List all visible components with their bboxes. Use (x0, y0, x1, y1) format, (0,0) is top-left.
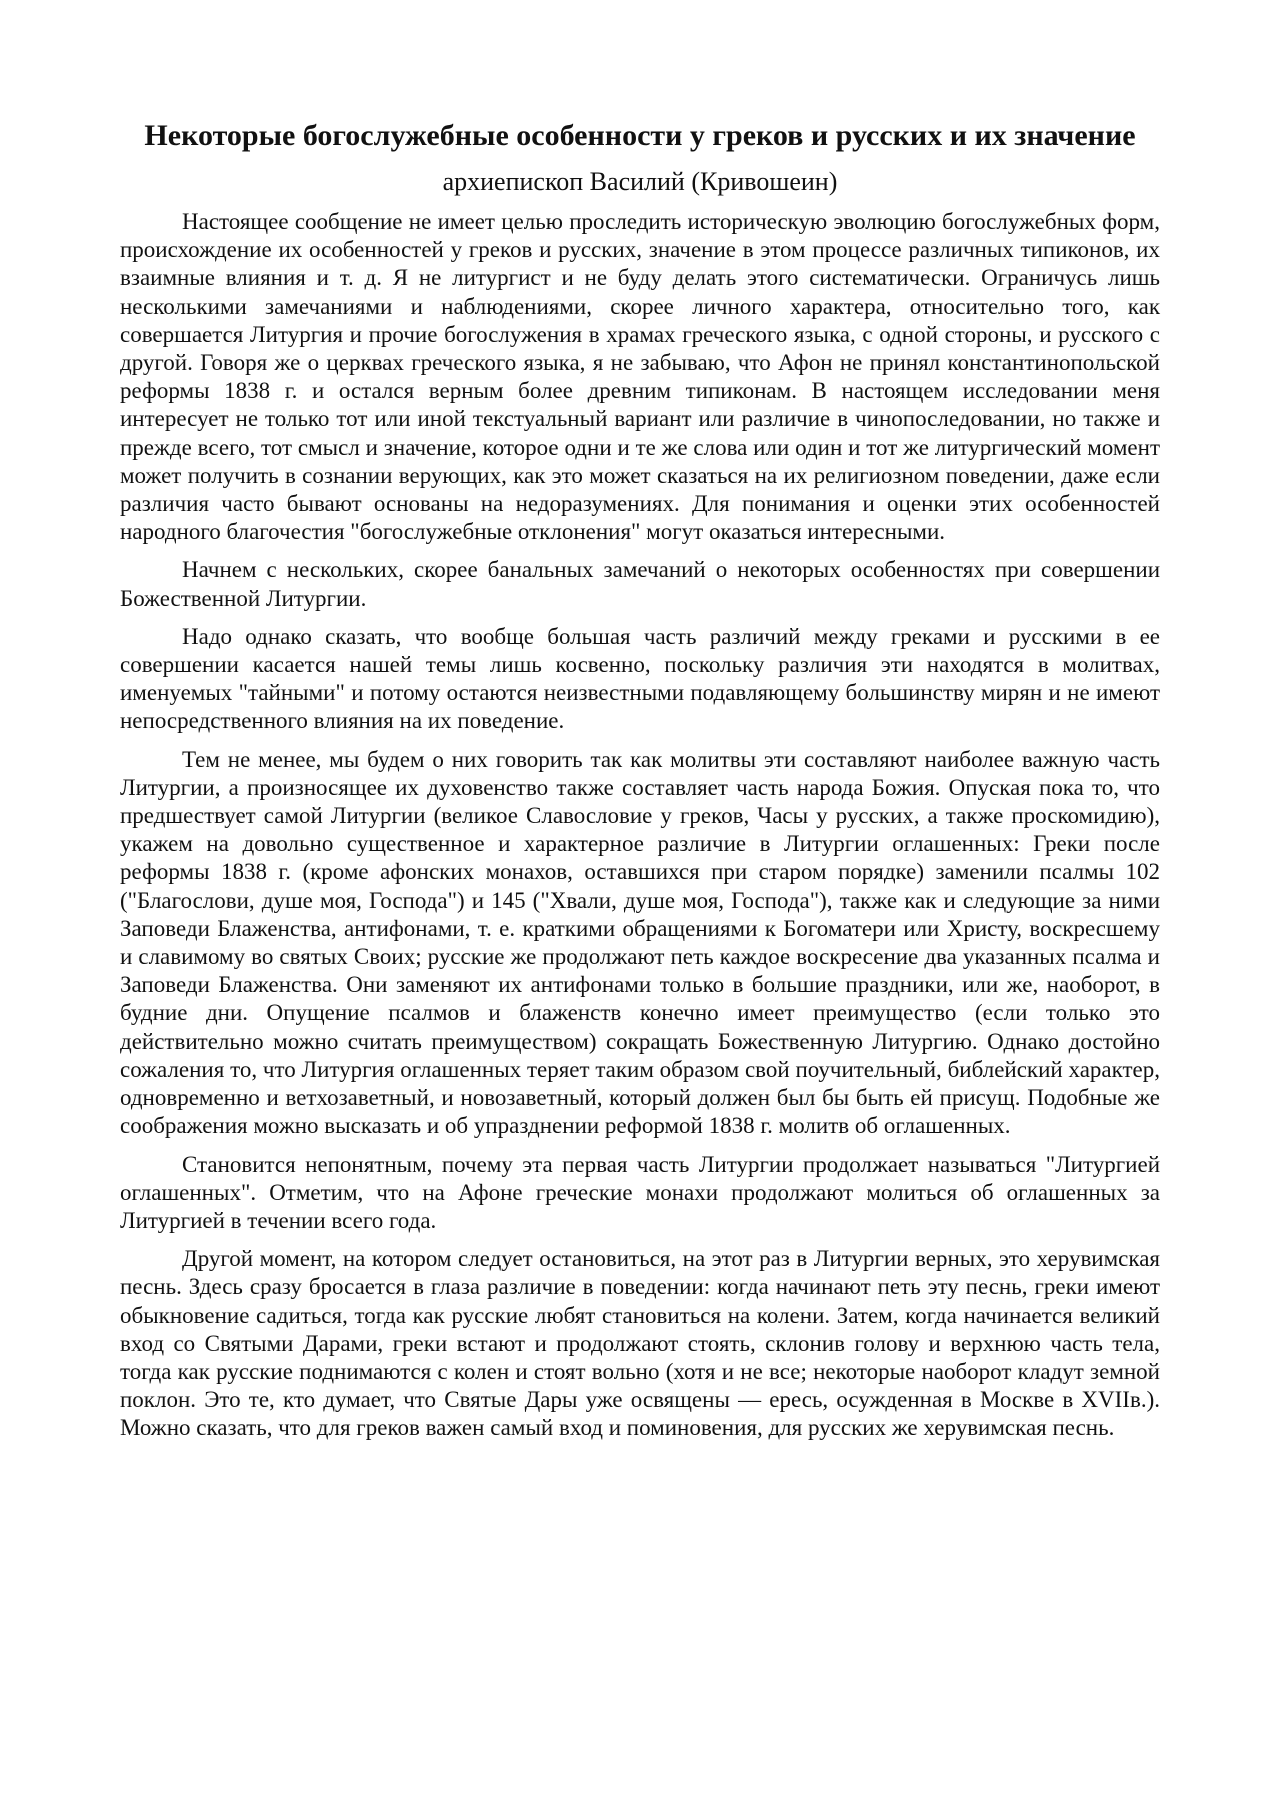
document-author: архиепископ Василий (Кривошеин) (442, 167, 838, 196)
paragraph-1: Настоящее сообщение не имеет целью проследить историческую эволюцию богослужебных форм, происхождение их особенностей у греков и русских, значение в этом процессе различных типиконов, их взаимные влияния и т. д. Я не литургист и не буду делать этого систематически. Ограничусь лишь несколькими замечаниями и наблюдениями, скорее личного характера, относительно того, как совершается Литургия и прочие богослужения в храмах греческого языка, с одной стороны, и русского с другой. Говоря же о церквах греческого языка, я не забываю, что Афон не принял константинопольской реформы 1838 г. и остался верным более древним типиконам. В настоящем исследовании меня интересует не только тот или иной текстуальный вариант или различие в чинопоследовании, но также и прежде всего, тот смысл и значение, которое одни и те же слова или один и тот же литургический момент может получить в сознании верующих, как это может сказаться на их религиозном поведении, даже если различия часто бывают основаны на недоразумениях. Для понимания и оценки этих особенностей народного благочестия "богослужебные отклонения" могут оказаться интересными. (120, 209, 1160, 545)
paragraph-5: Становится непонятным, почему эта первая часть Литургии продолжает называться "Литургией оглашенных". Отметим, что на Афоне греческие монахи продолжают молиться об оглашенных за Литургией в течении всего года. (120, 1151, 1160, 1233)
paragraph-6: Другой момент, на котором следует остановиться, на этот раз в Литургии верных, это херувимская песнь. Здесь сразу бросается в глаза различие в поведении: когда начинают петь эту песнь, греки имеют обыкновение садиться, тогда как русские любят становиться на колени. Затем, когда начинается великий вход со Святыми Дарами, греки встают и продолжают стоять, склонив голову и верхнюю часть тела, тогда как русские поднимаются с колен и стоят вольно (хотя и не все; некоторые наоборот кладут земной поклон. Это те, кто думает, что Святые Дары уже освящены — ересь, осужденная в Москве в XVIIв.). Можно сказать, что для греков важен самый вход и поминовения, для русских же херувимская песнь. (120, 1246, 1160, 1441)
document-body (120, 208, 1160, 1443)
paragraph-3: Надо однако сказать, что вообще большая часть различий между греками и русскими в ее совершении касается нашей темы лишь косвенно, поскольку различия эти находятся в молитвах, именуемых "тайными" и потому остаются неизвестными подавляющему большинству мирян и не имеют непосредственного влияния на их поведение. (120, 623, 1160, 734)
paragraph-4: Тем не менее, мы будем о них говорить так как молитвы эти составляют наиболее важную часть Литургии, а произносящее их духовенство также составляет часть народа Божия. Опуская пока то, что предшествует самой Литургии (великое Славословие у греков, Часы у русских, а также проскомидию), укажем на довольно существенное и характерное различие в Литургии оглашенных: Греки после реформы 1838 г. (кроме афонских монахов, оставшихся при старом порядке) заменили псалмы 102 ("Благослови, душе моя, Господа") и 145 ("Хвали, душе моя, Господа"), также как и следующие за ними Заповеди Блаженства, антифонами, т. е. краткими обращениями к Богоматери или Христу, воскресшему и славимому во святых Своих; русские же продолжают петь каждое воскресение два указанных псалма и Заповеди Блаженства. Они заменяют их антифонами только в большие праздники, или же, наоборот, в будние дни. Опущение псалмов и блаженств конечно имеет преимущество (если только это действительно можно считать преимуществом) сокращать Божественную Литургию. Однако достойно сожаления то, что Литургия оглашенных теряет таким образом свой поучительный, библейский характер, одновременно и ветхозаветный, и новозаветный, который должен был бы быть ей присущ. Подобные же соображения можно высказать и об упразднении реформой 1838 г. молитв об оглашенных. (120, 746, 1160, 1139)
document-title: Некоторые богослужебные особенности у греков и русских и их значение (144, 119, 1136, 152)
document-page (120, 118, 1160, 1453)
paragraph-2: Начнем с нескольких, скорее банальных замечаний о некоторых особенностях при совершении Божественной Литургии. (120, 557, 1160, 611)
